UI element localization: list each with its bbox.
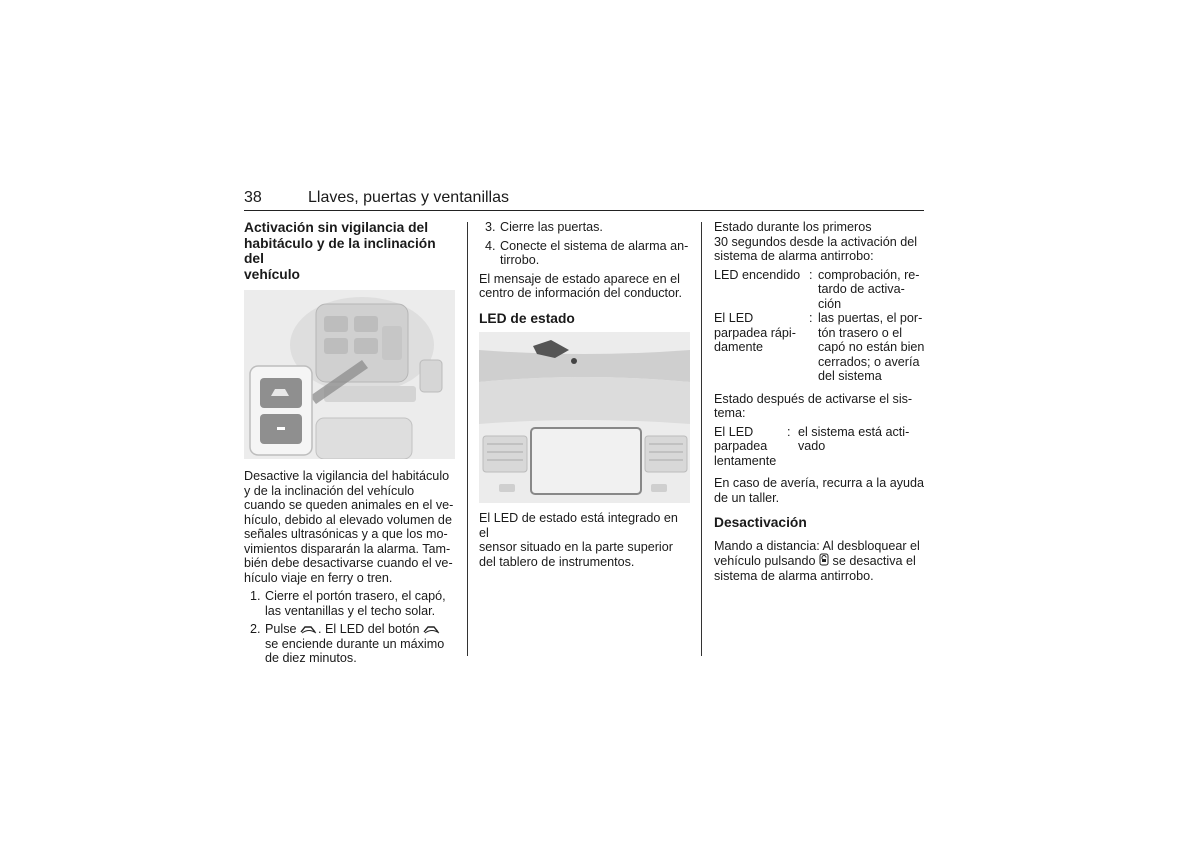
list-item: 3. Cierre las puertas. bbox=[485, 220, 603, 234]
paragraph: Estado durante los primeros 30 segundos desde la activación del sistema de alarma antirrobo: bbox=[714, 220, 918, 263]
column-3 bbox=[714, 220, 926, 583]
section-heading: LED de estado bbox=[479, 310, 575, 326]
section-heading: Desactivación bbox=[714, 515, 807, 530]
paragraph: Mando a distancia: Al desbloquear el vehículo pulsando se desactiva el sistema de alarma antirrobo. bbox=[714, 538, 920, 583]
car-tilt-switch-icon bbox=[300, 624, 318, 634]
status-row: LED encendido : comprobación, re- tardo de activa- ción bbox=[714, 268, 926, 312]
overhead-console-figure bbox=[244, 290, 455, 459]
paragraph: El mensaje de estado aparece en el centro de información del conductor. bbox=[479, 271, 683, 300]
list-item: 2. Pulse . El LED del botón se enciende durante un máximo de diez minutos. bbox=[250, 622, 445, 665]
list-item: 4. Conecte el sistema de alarma an- tirrobo. bbox=[485, 238, 689, 267]
section-heading: Activación sin vigilancia del habitáculo y de la inclinación del vehículo bbox=[244, 220, 436, 282]
column-divider bbox=[701, 222, 702, 656]
status-row: El LED parpadea lentamente : el sistema está acti- vado bbox=[714, 425, 926, 469]
status-key: LED encendido bbox=[714, 267, 801, 282]
status-value: el sistema está acti- vado bbox=[798, 424, 910, 453]
status-value: las puertas, el por- tón trasero o el capó no están bien cerrados; o avería del sistema bbox=[818, 311, 925, 383]
figure-caption: El LED de estado está integrado en el sensor situado en la parte superior del tablero de instrumentos. bbox=[479, 511, 678, 569]
status-row: El LED parpadea rápi- damente : las puertas, el por- tón trasero o el capó no están bien cerrados; o avería del sistema bbox=[714, 311, 925, 383]
dashboard-figure bbox=[479, 332, 690, 503]
paragraph: En caso de avería, recurra a la ayuda de un taller. bbox=[714, 476, 925, 505]
paragraph: Desactive la vigilancia del habitáculo y de la inclinación del vehículo cuando se queden animales en el ve- hículo, debido al elevado volumen de señales ultrasónicas y a que los mo- vimientos dispararán la alarma. Tam- bién debe desactivarse cuando el ve- hículo viaje en ferry o tren. bbox=[244, 469, 454, 585]
steps-list bbox=[244, 589, 456, 666]
status-key: El LED parpadea rápi- damente bbox=[714, 311, 796, 354]
car-tilt-switch-icon bbox=[423, 624, 441, 634]
status-value: comprobación, re- tardo de activa- ción bbox=[818, 267, 920, 311]
column-1 bbox=[244, 220, 456, 666]
paragraph: Estado después de activarse el sis- tema: bbox=[714, 391, 913, 420]
column-divider bbox=[467, 222, 468, 656]
page-number: 38 bbox=[244, 189, 262, 206]
page-title: Llaves, puertas y ventanillas bbox=[308, 189, 509, 206]
list-item: 1. Cierre el portón trasero, el capó, las ventanillas y el techo solar. bbox=[250, 589, 446, 618]
unlock-key-icon bbox=[819, 553, 829, 566]
status-key: El LED parpadea lentamente bbox=[714, 424, 777, 468]
page-header bbox=[244, 188, 924, 211]
column-2 bbox=[479, 220, 691, 569]
steps-list bbox=[479, 220, 691, 268]
